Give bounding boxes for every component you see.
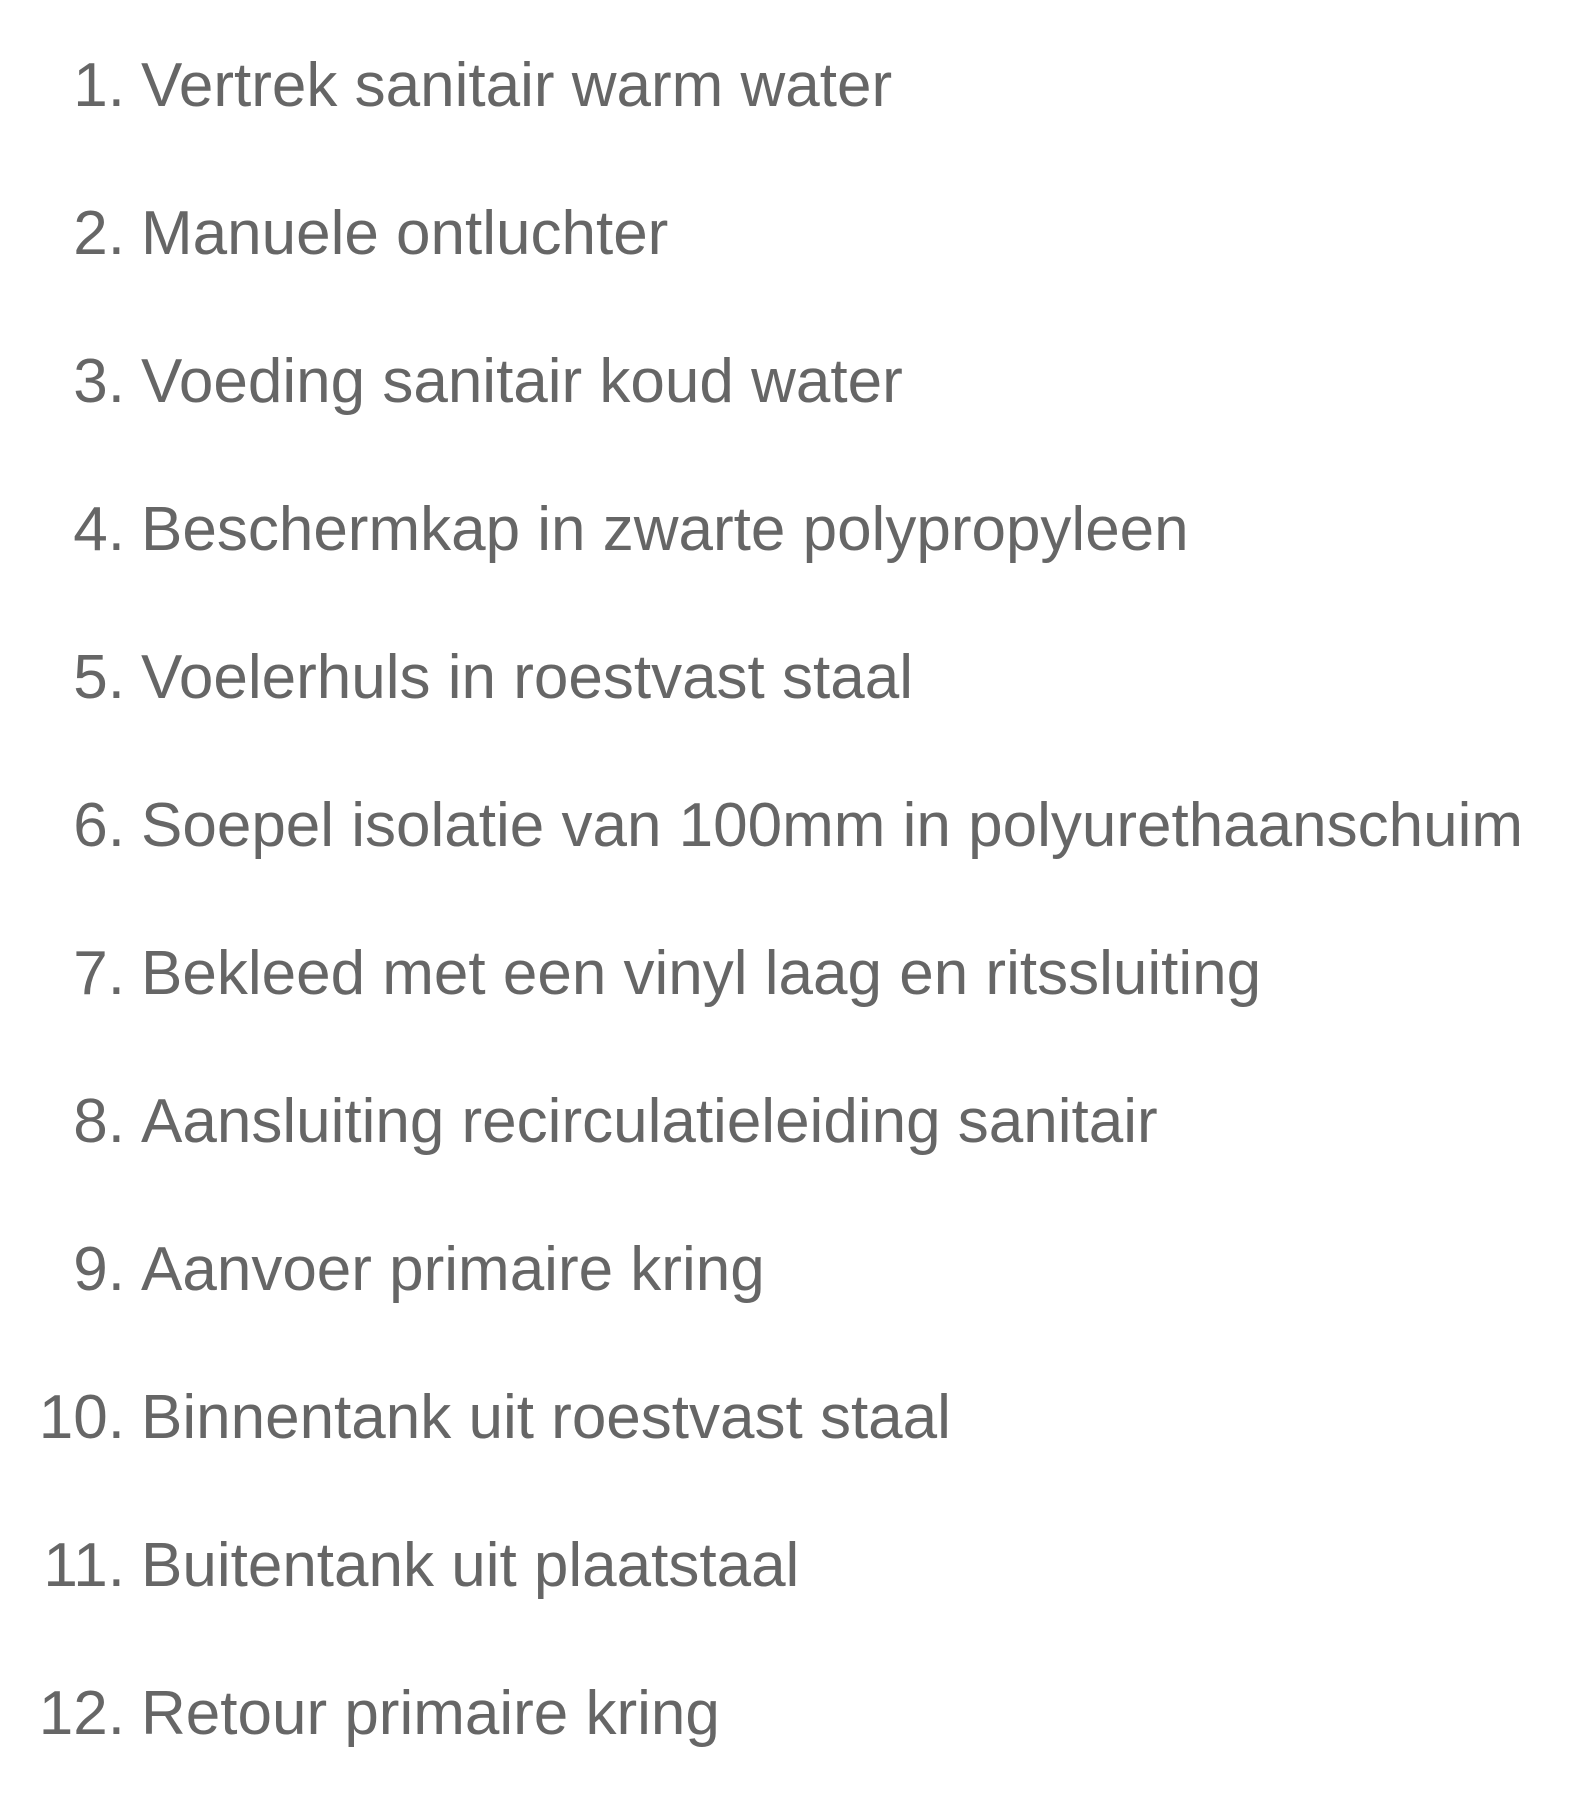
list-item bbox=[0, 1230, 1590, 1310]
item-label: Buitentank uit plaatstaal bbox=[141, 1531, 800, 1600]
item-label: Beschermkap in zwarte polypropyleen bbox=[141, 495, 1189, 564]
item-label: Voeding sanitair koud water bbox=[141, 347, 903, 416]
item-number: 12. bbox=[38, 1679, 125, 1748]
item-number: 1. bbox=[73, 51, 125, 120]
list-item bbox=[0, 490, 1590, 570]
item-number: 4. bbox=[73, 495, 125, 564]
list-item bbox=[0, 1674, 1590, 1754]
item-label: Vertrek sanitair warm water bbox=[141, 51, 893, 120]
item-number: 10. bbox=[38, 1383, 125, 1452]
list-item bbox=[0, 1526, 1590, 1606]
list-item bbox=[0, 1378, 1590, 1458]
item-label: Aansluiting recirculatieleiding sanitair bbox=[141, 1087, 1158, 1156]
list-item bbox=[0, 46, 1590, 126]
item-number: 9. bbox=[73, 1235, 125, 1304]
item-label: Bekleed met een vinyl laag en ritssluiting bbox=[141, 939, 1262, 1008]
item-number: 6. bbox=[73, 791, 125, 860]
item-number: 3. bbox=[73, 347, 125, 416]
list-item bbox=[0, 786, 1590, 866]
item-number: 8. bbox=[73, 1087, 125, 1156]
item-number: 5. bbox=[73, 643, 125, 712]
list-item bbox=[0, 1082, 1590, 1162]
item-label: Manuele ontluchter bbox=[141, 199, 669, 268]
item-label: Voelerhuls in roestvast staal bbox=[141, 643, 913, 712]
list-item bbox=[0, 194, 1590, 274]
item-label: Retour primaire kring bbox=[141, 1679, 720, 1748]
item-number: 2. bbox=[73, 199, 125, 268]
item-label: Binnentank uit roestvast staal bbox=[141, 1383, 951, 1452]
list-item bbox=[0, 342, 1590, 422]
item-number: 11. bbox=[43, 1531, 125, 1600]
list-item bbox=[0, 934, 1590, 1014]
item-number: 7. bbox=[73, 939, 125, 1008]
item-label: Soepel isolatie van 100mm in polyurethaanschuim bbox=[141, 791, 1524, 860]
list-item bbox=[0, 638, 1590, 718]
item-label: Aanvoer primaire kring bbox=[141, 1235, 765, 1304]
